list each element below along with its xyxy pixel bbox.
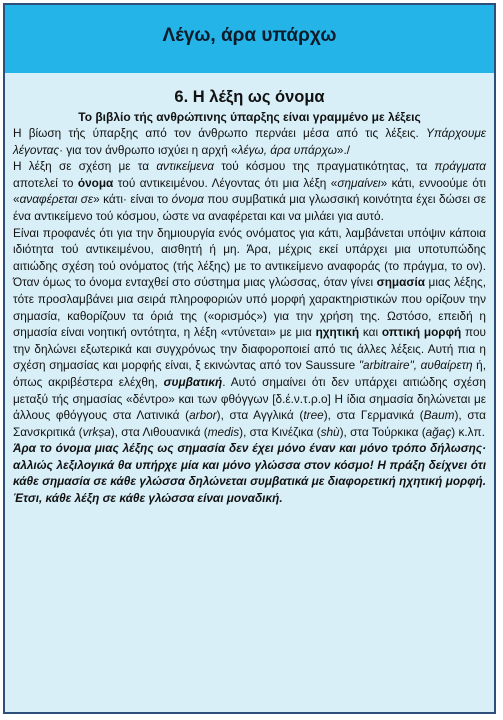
header-title: Λέγω, άρα υπάρχω	[162, 25, 337, 46]
text-run: ), στα Γερμανικά (	[323, 408, 424, 423]
text-run: τού κόσμου της πραγματικότητας, τα	[213, 159, 435, 174]
text-run: vrkṣa	[82, 424, 111, 439]
text-run: » κάτι, εννοούμε ότι «	[13, 175, 486, 207]
paragraph-3	[13, 225, 486, 441]
text-run: . Αυτό σημαίνει ότι δεν υπάρχει αιτιώδης σχέση μεταξύ τής σημασίας «δέντρο» και των φθόγγων [δ.έ.ν.τ.ρ.ο] Η ίδια σημασία δηλώνεται με άλλους φθόγγους στα Λατινικά (	[13, 374, 486, 423]
text-run: πράγματα	[434, 159, 486, 174]
text-run: συμβατική	[163, 374, 223, 389]
text-run: tree	[303, 408, 324, 423]
text-run: όνομα	[171, 192, 204, 207]
paragraph-2	[13, 158, 486, 224]
text-run: /	[346, 142, 351, 157]
text-run: ağaç	[425, 424, 452, 439]
text-run: ), στα Σανσκριτικά (	[13, 408, 486, 439]
text-run: » κάτι· είναι το	[93, 192, 172, 207]
text-run: "arbitraire", αυθαίρετη	[358, 358, 473, 373]
text-run: ».	[336, 142, 347, 157]
header-bar	[5, 5, 494, 73]
section-subtitle: Το βιβλίο τής ανθρώπινης ύπαρξης είναι γραμμένο με λέξεις	[78, 110, 421, 124]
section-title: 6. Η λέξη ως όνομα	[174, 88, 325, 106]
text-run: και	[359, 325, 382, 340]
text-run: ηχητική	[315, 325, 360, 340]
text-run: αποτελεί το	[13, 175, 78, 190]
text-run: · για τον άνθρωπο ισχύει η αρχή «	[59, 142, 238, 157]
text-run: shù	[320, 424, 340, 439]
text-run: που συμβατικά μια γλωσσική κοινότητα έχει δώσει σε ένα αντικείμενο τού κόσμου, ώστε να αναφέρεται και να μιλάει για αυτό.	[13, 192, 486, 223]
text-run: οπτική μορφή	[381, 325, 462, 340]
text-run: ), στα Λιθουανικά (	[110, 424, 208, 439]
text-run: medis	[207, 424, 240, 439]
text-run: Η λέξη σε σχέση με τα	[13, 159, 157, 174]
text-run: σημασία	[376, 275, 425, 290]
text-run: arbor	[189, 408, 217, 423]
text-run: Baum	[423, 408, 455, 423]
text-run: σημαίνει	[337, 175, 381, 190]
text-run: λέγω, άρα υπάρχω	[237, 142, 337, 157]
paragraph-conclusion: Άρα το όνομα μιας λέξης ως σημασία δεν έχει μόνο έναν και μόνο τρόπο δήλωσης· αλλιώς λεξιλογικά θα υπήρχε μία και μόνο γλώσσα στον κόσμο! Η πράξη δείχνει ότι κάθε σημασία σε κάθε γλώσσα δηλώνεται συμβατικά με διαφορετική ηχητική μορφή. Έτσι, κάθε λέξη σε κάθε γλώσσα είναι μοναδική.	[13, 441, 486, 506]
content-area	[13, 87, 486, 507]
text-panel	[3, 3, 496, 714]
text-run: Η βίωση τής ύπαρξης από τον άνθρωπο περνάει μέσα από τις λέξεις.	[13, 126, 426, 140]
text-run: μιας λέξης, τότε προσλαμβάνει μια σειρά πληροφοριών υπό μορφή χαρακτηριστικών που ορίζουν την σημασία, καθορίζουν τα όριά της («ορισμός») για την χρήση της. Ωστόσο, επειδή η σημασία είναι νοητική οντότητα, η λέξη «ντύνεται» με μια	[13, 275, 486, 340]
text-run: ), στα Τούρκικα (	[339, 424, 426, 439]
text-run: αναφέρεται σε	[19, 192, 94, 207]
text-run: ) κ.λπ.	[451, 424, 485, 439]
text-run: Είναι προφανές ότι για την δημιουργία ενός ονόματος για κάτι, λαμβάνεται υπόψιν κάποια ιδιότητα τού αντικειμένου, αισθητή ή μη. Άρα, μέχρις εκεί υπάρχει μια υποτυπώδης αιτιώδης σχέση τού ονόματος (τής λέξης) με το αντικείμενο αναφοράς (το πράγμα, το ον). Όταν όμως το όνομα ενταχθεί στο σύστημα μιας γλώσσας, όταν γίνει	[13, 225, 486, 290]
text-run: που την δηλώνει εξωτερικά και συγχρόνως την διαφοροποιεί από τις άλλες λέξεις. Αυτή πια η σχέση σημασίας και μορφής είναι, ξ εκινώντας από τον Saussure	[13, 325, 486, 373]
text-run: ), στα Αγγλικά (	[216, 408, 304, 423]
text-run: όνομα	[77, 175, 114, 190]
text-run: τού αντικειμένου. Λέγοντας ότι μια λέξη «	[113, 175, 338, 190]
text-run: ), στα Κινέζικα (	[239, 424, 321, 439]
text-run: αντικείμενα	[156, 159, 214, 174]
paragraph-1	[13, 125, 486, 158]
text-run: ή, όπως ακριβέστερα ελέχθη,	[13, 358, 487, 389]
text-run: Υπάρχουμε λέγοντας	[13, 126, 486, 157]
